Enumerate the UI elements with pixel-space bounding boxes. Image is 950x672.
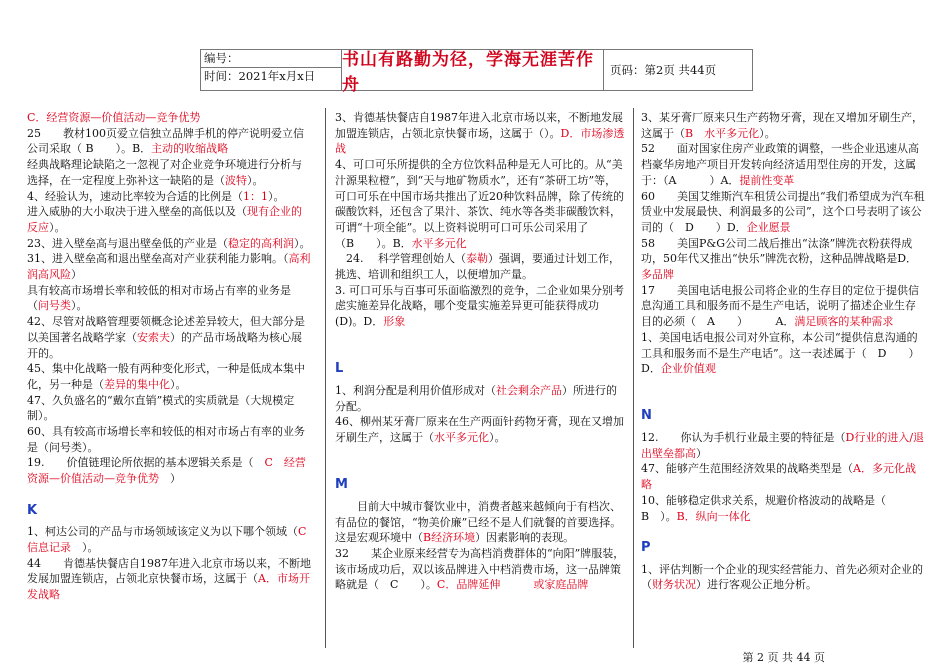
question-text: 60、具有较高市场增长率和较低的相对市场占有率的业务是（问号类）。 bbox=[27, 425, 305, 454]
question-text: 17 美国电话电报公司将企业的生存目的定位于提供信息沟通工具和服务而不是生产电话，说明了描述企业生存目的必须（ A ） A． bbox=[641, 283, 919, 329]
group-col2 bbox=[335, 110, 627, 330]
answer-text: 水平多元化 bbox=[411, 236, 467, 250]
question-tail: ） bbox=[696, 446, 707, 460]
question-text: 3. 可口可乐与百事可乐面临激烈的竞争，二企业如果分别考虑实施差异化战略，哪个变量实施差异更可能获得成功(D)。D． bbox=[335, 283, 624, 329]
question-tail: ）所进行的分配。 bbox=[335, 383, 617, 413]
question-text: 46、柳州某牙膏厂原来在生产两面针药物牙膏，现在又增加牙刷生产，这属于（ bbox=[335, 415, 624, 445]
answer-text: 波特 bbox=[225, 173, 247, 187]
question-item bbox=[641, 461, 925, 492]
question-item bbox=[641, 189, 925, 236]
question-text: 进入威胁的大小取决于进入壁垒的高低以及（ bbox=[27, 205, 247, 219]
group-col1b bbox=[27, 524, 311, 603]
answer-text: 高利润高风险 bbox=[27, 252, 311, 282]
question-text: 44 肯德基快餐店自1987年进入北京市场以来，不断地发展加盟连锁店，占领北京快餐市场，这属于（ bbox=[27, 556, 311, 586]
question-tail: ）。 bbox=[71, 299, 88, 313]
question-item bbox=[335, 414, 627, 445]
header-time: 时间：2021年x月x日 bbox=[204, 69, 316, 83]
section-letter-k: K bbox=[27, 502, 38, 518]
question-text: 42、尽管对战略管理要领概念论述差异较大，但大部分是以美国著名战略学家（ bbox=[27, 315, 305, 344]
question-text: 31、进入壁垒高和退出壁垒高对产业获利能力影响。（ bbox=[27, 252, 289, 266]
question-item bbox=[335, 110, 627, 157]
question-text: 52 面对国家住房产业政策的调整，一些企业迅速从高档豪华房地产项目开发转向经济适用型住房的开发，这属于：（A ）A． bbox=[641, 142, 919, 187]
question-text: 3、肯德基快餐店自1987年进入北京市场以来，不断地发展加盟连锁店，占领北京快餐市场，这属于（）。 bbox=[335, 111, 623, 140]
question-tail: ）。 bbox=[489, 431, 506, 445]
answer-text: 形象 bbox=[383, 315, 406, 329]
header-page: 页码：第2页 共44页 bbox=[610, 63, 717, 77]
question-tail: ）的产品市场战略为核心展开的。 bbox=[27, 330, 302, 360]
question-tail: ） bbox=[71, 268, 82, 282]
answer-text: 企业价值观 bbox=[660, 362, 716, 376]
question-text: 47、久负盛名的“戴尔直销”模式的实质就是（大规模定制）。 bbox=[27, 393, 295, 423]
answer-text: 满足顾客的某种需求 bbox=[794, 315, 894, 329]
question-tail: ）。 bbox=[759, 126, 776, 140]
section-letter-m: M bbox=[335, 477, 348, 493]
answer-text: 水平多元化 bbox=[434, 431, 489, 445]
question-text: 23、进入壁垒高与退出壁垒低的产业是（ bbox=[27, 236, 228, 250]
question-item bbox=[641, 110, 925, 141]
question-item bbox=[335, 383, 627, 414]
question-item bbox=[27, 110, 311, 126]
question-item bbox=[335, 499, 627, 546]
question-item bbox=[27, 393, 311, 424]
question-text: 10、能够稳定供求关系，规避价格波动的战略是（ B ）。 bbox=[641, 493, 897, 523]
question-tail: ）进行客观公正地分析。 bbox=[696, 578, 817, 592]
question-text: 4、经验认为，速动比率较为合适的比例是（ bbox=[27, 189, 243, 203]
answer-text: 泰勒 bbox=[466, 252, 488, 266]
question-tail: ）。 bbox=[247, 173, 264, 187]
answer-text: 现有企业的反应 bbox=[27, 205, 302, 234]
question-item bbox=[27, 189, 311, 205]
question-text: 目前大中城市餐饮业中，消费者越来越倾向于有档次、有品位的餐馆，“物美价廉”已经不是人们就餐的首要选择。这是宏观环境中（ bbox=[335, 499, 622, 545]
section-letter-p: P bbox=[641, 539, 651, 555]
answer-text: C．品牌延伸 或家庭品牌 bbox=[436, 578, 589, 592]
question-text: 58 美国P&G公司二战后推出“汰涤”牌洗衣粉获得成功，50年代又推出“快乐”牌洗衣粉，这种品牌战略是D． bbox=[641, 236, 918, 266]
header-meta bbox=[201, 50, 342, 90]
section-letter-l: L bbox=[335, 361, 344, 377]
question-item bbox=[641, 562, 925, 593]
answer-text: D行业的进入/退出壁垒都高 bbox=[641, 431, 925, 460]
question-text: 经典战略理论缺陷之一忽视了对企业竞争环境进行分析与选择，在一定程度上弥补这一缺陷的是（ bbox=[27, 158, 302, 187]
answer-text: B．纵向一体化 bbox=[676, 509, 751, 523]
question-text: 3、某牙膏厂原来只生产药物牙膏，现在又增加牙刷生产，这属于（ bbox=[641, 111, 923, 140]
question-item bbox=[27, 204, 311, 235]
answer-text: 多品牌 bbox=[641, 268, 674, 282]
answer-text: 提前性变革 bbox=[739, 173, 795, 187]
question-text: 45、集中化战略一般有两种变化形式，一种是低成本集中化，另一种是（ bbox=[27, 362, 305, 391]
question-text: 25 教材100页爱立信独立品牌手机的停产说明爱立信公司采取（ B ）。B． bbox=[27, 126, 304, 156]
group-col1 bbox=[27, 110, 311, 487]
answer-text: B 水平多元化 bbox=[685, 126, 760, 140]
question-item bbox=[27, 251, 311, 282]
group-col2b bbox=[335, 383, 627, 446]
answer-text: 财务状况 bbox=[652, 578, 696, 592]
question-item bbox=[641, 236, 925, 283]
question-item bbox=[641, 430, 925, 461]
group-col3 bbox=[641, 110, 925, 377]
question-text: 60 美国艾维斯汽车租赁公司提出“我们希望成为汽车租赁业中发展最快、利润最多的公司”，这个口号表明了该公司的（ D ）D． bbox=[641, 189, 925, 234]
column-divider bbox=[325, 108, 326, 648]
group-col3b bbox=[641, 430, 925, 524]
answer-text: D．市场渗透战 bbox=[335, 126, 625, 156]
section-letter-n: N bbox=[641, 408, 652, 424]
answer-text: C．经营资源—价值活动—竞争优势 bbox=[27, 111, 201, 124]
question-tail: ）强调，要通过计划工作，挑选、培训和组织工人，以便增加产量。 bbox=[335, 252, 620, 282]
question-tail: ） bbox=[159, 472, 181, 486]
question-item bbox=[335, 157, 627, 251]
answer-text: 差异的集中化 bbox=[104, 377, 170, 391]
question-text: 1、美国电话电报公司对外宣称，本公司“提供信息沟通的工具和服务而不是生产电话”。这一表述属于（ D ）D． bbox=[641, 330, 920, 376]
answer-text: 问号类 bbox=[38, 299, 71, 313]
question-item bbox=[641, 330, 925, 377]
question-item bbox=[27, 524, 311, 555]
column-divider bbox=[633, 108, 634, 648]
answer-text: 1：1 bbox=[243, 189, 268, 203]
column-2 bbox=[335, 110, 627, 593]
answer-text: A．多元化战略 bbox=[641, 462, 916, 492]
page-footer: 第 2 页 共 44 页 bbox=[742, 651, 825, 664]
answer-text: 安索夫 bbox=[137, 330, 170, 344]
answer-text: C信息记录 bbox=[27, 525, 307, 554]
question-text: 12. 你认为手机行业最主要的特征是（ bbox=[641, 431, 846, 445]
question-text: 4、可口可乐所提供的全方位饮料品种是无人可比的。从“美汁源果粒橙”，到“天与地矿物质水”，还有“茶研工坊”等，可口可乐在中国市场共推出了近20种饮料品牌，除了传统的碳酸饮料，还包含了果汁、茶饮、纯水等各类非碳酸饮料，可谓“十项全能”。以上资料说明可口可乐公司采用了（B ）。B． bbox=[335, 158, 624, 250]
question-tail: ）。 bbox=[49, 220, 66, 234]
question-text: 24. 科学管理创始人（ bbox=[335, 252, 466, 266]
question-text: 1、评估判断一个企业的现实经营能力、首先必须对企业的（ bbox=[641, 562, 923, 592]
group-col2c bbox=[335, 499, 627, 593]
answer-text: C 经营资源—价值活动—竞争优势 bbox=[27, 456, 306, 486]
question-tail: ）因素影响的表现。 bbox=[475, 531, 575, 545]
question-text: 19. 价值链理论所依据的基本逻辑关系是（ bbox=[27, 456, 265, 470]
question-item bbox=[641, 493, 925, 524]
column-1 bbox=[27, 110, 311, 603]
question-item bbox=[335, 546, 627, 593]
question-item bbox=[335, 251, 627, 282]
answer-text: 主动的收缩战略 bbox=[151, 142, 229, 156]
question-tail: ）。 bbox=[170, 377, 187, 391]
question-item bbox=[335, 283, 627, 330]
question-item bbox=[27, 157, 311, 188]
answer-text: 社会剩余产品 bbox=[496, 383, 562, 397]
question-item bbox=[27, 361, 311, 392]
question-item bbox=[641, 283, 925, 330]
header-motto: 书山有路勤为径，学海无涯苦作舟 bbox=[342, 50, 604, 90]
question-item bbox=[27, 556, 311, 603]
question-item bbox=[641, 141, 925, 188]
question-item bbox=[27, 126, 311, 157]
answer-text: B经济环境 bbox=[423, 531, 476, 545]
answer-text: 稳定的高利润 bbox=[228, 236, 294, 250]
answer-text: 企业愿景 bbox=[746, 220, 791, 234]
question-tail: ）。 bbox=[71, 540, 99, 554]
question-item bbox=[27, 314, 311, 361]
question-text: 1、利润分配是利用价值形成对（ bbox=[335, 383, 496, 397]
question-item bbox=[27, 236, 311, 252]
question-tail: ）。 bbox=[294, 236, 311, 250]
question-item bbox=[27, 455, 311, 486]
column-3 bbox=[641, 110, 925, 593]
question-item bbox=[27, 283, 311, 314]
header-number: 编号： bbox=[201, 50, 341, 68]
question-text: 32 某企业原来经营专为高档消费群体的“向阳”牌服装，该市场成功后，双以该品牌进入中档消费市场，这一品牌策略就是（ C ）。 bbox=[335, 546, 625, 592]
question-item bbox=[27, 424, 311, 455]
question-tail: ）。 bbox=[268, 189, 285, 203]
question-text: 47、能够产生范围经济效果的战略类型是（ bbox=[641, 462, 853, 476]
question-text: 具有较高市场增长率和较低的相对市场占有率的业务是（ bbox=[27, 283, 291, 313]
group-col3c bbox=[641, 562, 925, 593]
answer-text: A．市场开发战略 bbox=[27, 572, 310, 602]
question-text: 1、柯达公司的产品与市场领域该定义为以下哪个领域（ bbox=[27, 525, 298, 539]
page-header bbox=[200, 49, 753, 95]
